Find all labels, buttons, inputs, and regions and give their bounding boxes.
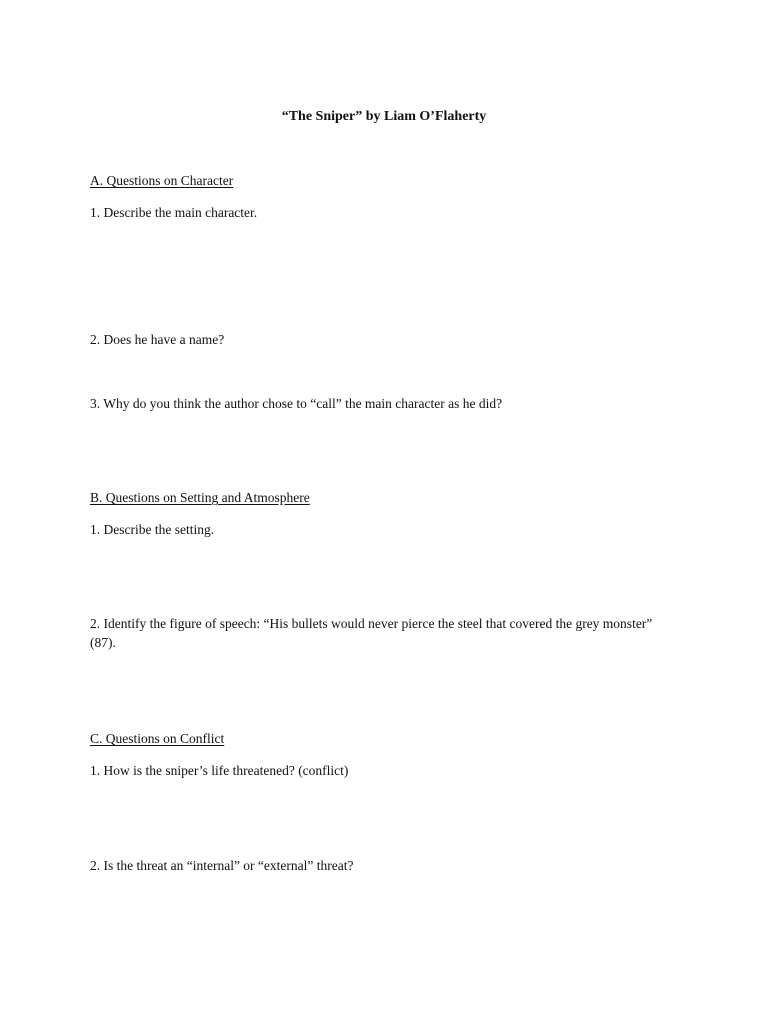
question-a1: 1. Describe the main character. [90, 205, 258, 220]
question-a3: 3. Why do you think the author chose to “call” the main character as he did? [90, 396, 503, 411]
question-c2: 2. Is the threat an “internal” or “external” threat? [90, 858, 354, 873]
question-a2: 2. Does he have a name? [90, 332, 225, 347]
document-title: “The Sniper” by Liam O’Flaherty [281, 109, 487, 124]
question-c1: 1. How is the sniper’s life threatened? (conflict) [90, 763, 349, 778]
question-b2: 2. Identify the figure of speech: “His bullets would never pierce the steel that covered the grey monster” (87). [90, 616, 653, 650]
section-heading-setting: B. Questions on Setting and Atmosphere [90, 490, 310, 505]
section-heading-character: A. Questions on Character [90, 173, 234, 188]
section-heading-conflict: C. Questions on Conflict [90, 731, 225, 746]
question-b1: 1. Describe the setting. [90, 522, 215, 537]
